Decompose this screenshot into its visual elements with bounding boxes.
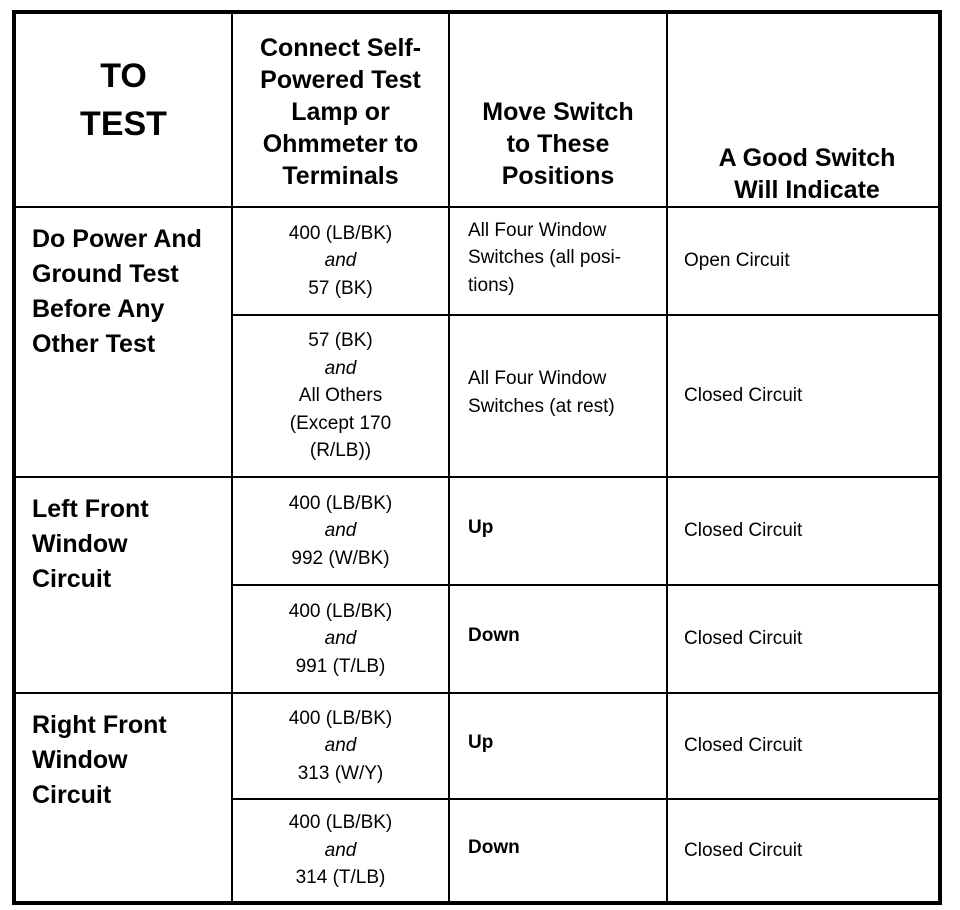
header-text: Positions [501, 162, 615, 190]
header-text: TO [100, 57, 147, 96]
terminal-text: 313 (W/Y) [297, 762, 384, 784]
terminal-text: (R/LB)) [309, 440, 372, 462]
terminal-text: All Others [298, 385, 383, 407]
terminals-cell [232, 315, 449, 477]
table-row [14, 207, 940, 315]
header-text: A Good Switch [718, 144, 896, 172]
terminal-text: 991 (T/LB) [295, 655, 386, 677]
position-text: All Four Window [468, 368, 607, 390]
terminal-and: and [324, 520, 357, 542]
header-text: Connect Self- [259, 34, 422, 62]
terminal-text: 992 (W/BK) [291, 547, 390, 569]
indicate-cell: Closed Circuit [667, 585, 940, 693]
terminals-cell [232, 693, 449, 799]
terminal-and: and [324, 357, 357, 379]
table-row [14, 477, 940, 585]
indicate-cell: Closed Circuit [667, 477, 940, 585]
header-text: Move Switch [482, 98, 634, 126]
indicate-cell: Closed Circuit [667, 693, 940, 799]
terminal-and: and [324, 250, 357, 272]
position-text: Down [468, 836, 520, 858]
terminal-and: and [324, 839, 357, 861]
position-text: Up [468, 517, 494, 539]
terminals-cell [232, 585, 449, 693]
position-text: All Four Window [468, 219, 607, 241]
test-cell-power-ground [14, 207, 232, 477]
test-text: Other Test [32, 330, 156, 358]
positions-cell [449, 207, 667, 315]
header-move-switch [449, 12, 667, 207]
header-connect-terminals [232, 12, 449, 207]
header-text: Ohmmeter to [262, 130, 419, 158]
header-to-test [14, 12, 232, 207]
position-text: Down [468, 625, 520, 647]
position-text: Switches (at rest) [468, 396, 615, 417]
positions-cell [449, 585, 667, 693]
terminals-cell [232, 207, 449, 315]
table-row [14, 693, 940, 799]
terminal-text: (Except 170 [289, 412, 392, 434]
terminal-and: and [324, 628, 357, 650]
header-text: Lamp or [291, 98, 390, 126]
test-text: Ground Test [32, 260, 179, 288]
test-cell-left-front [14, 477, 232, 693]
header-text: TEST [80, 105, 167, 143]
test-text: Window [32, 746, 128, 774]
terminal-text: 57 (BK) [308, 277, 373, 299]
position-text: Up [468, 732, 494, 754]
header-text: Will Indicate [734, 176, 880, 204]
terminal-text: 400 (LB/BK) [288, 707, 393, 729]
terminal-text: 57 (BK) [308, 330, 373, 352]
position-text: tions) [468, 274, 515, 296]
terminals-cell [232, 477, 449, 585]
position-text: Switches (all posi- [468, 247, 622, 269]
indicate-cell: Open Circuit [667, 207, 940, 315]
test-text: Left Front [32, 495, 149, 523]
switch-test-chart [12, 10, 938, 898]
test-text: Window [32, 530, 128, 558]
terminal-text: 400 (LB/BK) [288, 600, 393, 622]
test-text: Do Power And [32, 225, 202, 253]
positions-cell [449, 315, 667, 477]
header-good-switch [667, 12, 940, 207]
header-row [14, 12, 940, 207]
header-text: to These [506, 130, 610, 158]
indicate-cell: Closed Circuit [667, 315, 940, 477]
header-text: Powered Test [260, 66, 421, 94]
test-cell-right-front [14, 693, 232, 903]
test-text: Before Any [32, 295, 165, 323]
test-text: Right Front [32, 711, 167, 739]
terminal-text: 400 (LB/BK) [288, 812, 393, 834]
terminal-text: 314 (T/LB) [295, 867, 386, 889]
terminals-cell [232, 799, 449, 903]
header-text: Terminals [282, 162, 399, 190]
indicate-cell: Closed Circuit [667, 799, 940, 903]
terminal-text: 400 (LB/BK) [288, 222, 393, 244]
test-text: Circuit [32, 781, 112, 809]
terminal-and: and [324, 735, 357, 757]
test-text: Circuit [32, 565, 112, 593]
positions-cell [449, 693, 667, 799]
positions-cell [449, 799, 667, 903]
terminal-text: 400 (LB/BK) [288, 492, 393, 514]
positions-cell [449, 477, 667, 585]
switch-test-table [12, 10, 942, 905]
